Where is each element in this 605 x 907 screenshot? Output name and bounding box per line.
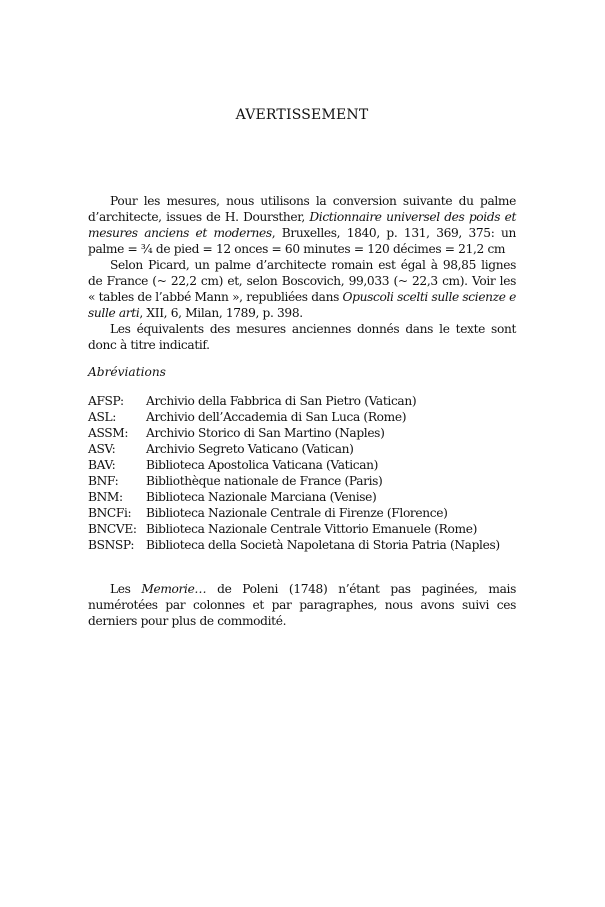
abbreviation-row [88, 505, 516, 521]
paragraph-text: , XII, 6, Milan, 1789, p. 398. [139, 306, 303, 320]
paragraph-text: , Bruxelles, 1840, p. 131, 369, 375: un palme = ¾ de pied = 12 onces = 60 minutes = 120 décimes = 21,2 cm [88, 226, 517, 256]
abbreviation-description: Biblioteca Nazionale Centrale di Firenze (Florence) [146, 506, 448, 520]
abbreviation-description: Biblioteca della Società Napoletana di Storia Patria (Naples) [146, 538, 500, 552]
abbreviation-row [88, 425, 516, 441]
abbreviation-description: Archivio Storico di San Martino (Naples) [146, 426, 385, 440]
paragraph-text: Selon Picard, un palme d’architecte romain est égal à 98,85 lignes de France (~ 22,2 cm) et, selon Boscovich, 99,033 (~ 22,3 cm). Voir les « tables de l’abbé Mann », republiées dans [88, 258, 516, 304]
book-title: Dictionnaire universel des poids et mesures anciens et modernes [88, 210, 516, 240]
abbreviation-row [88, 457, 516, 473]
book-title: Memorie… [141, 582, 207, 596]
paragraph-text: Les équivalents des mesures anciennes donnés dans le texte sont donc à titre indicatif. [88, 322, 516, 352]
abbreviation-code: ASSM: [88, 426, 129, 440]
pagination-note [88, 581, 516, 629]
abbreviation-description: Biblioteca Nazionale Marciana (Venise) [146, 490, 377, 504]
abbreviation-code: BSNSP: [88, 538, 135, 552]
abbreviation-code: BAV: [88, 458, 116, 472]
abbreviation-description: Biblioteca Apostolica Vaticana (Vatican) [146, 458, 379, 472]
abbreviation-description: Biblioteca Nazionale Centrale Vittorio Emanuele (Rome) [146, 522, 477, 536]
abbreviation-description: Archivio dell’Accademia di San Luca (Rome) [146, 410, 407, 424]
abbreviations-list [88, 393, 516, 553]
abbreviations-heading: Abréviations [88, 365, 166, 379]
abbreviation-row [88, 441, 516, 457]
abbreviation-description: Bibliothèque nationale de France (Paris) [146, 474, 383, 488]
abbreviation-code: BNM: [88, 490, 123, 504]
document-page [88, 0, 516, 907]
abbreviation-description: Archivio della Fabbrica di San Pietro (Vatican) [146, 394, 417, 408]
abbreviation-code: BNCVE: [88, 522, 137, 536]
abbreviation-code: ASL: [88, 410, 116, 424]
abbreviation-code: BNCFi: [88, 506, 132, 520]
abbreviation-row [88, 521, 516, 537]
paragraph-text: Les [110, 582, 142, 596]
abbreviation-code: ASV: [88, 442, 116, 456]
abbreviation-row [88, 489, 516, 505]
paragraph-picard [88, 257, 516, 321]
paragraph-memorie [88, 581, 516, 629]
paragraph-text: Pour les mesures, nous utilisons la conversion suivante du palme d’architecte, issues de H. Doursther, [88, 194, 516, 224]
paragraph-indicative [88, 321, 516, 353]
abbreviation-description: Archivio Segreto Vaticano (Vatican) [146, 442, 354, 456]
measures-section [88, 193, 516, 353]
abbreviation-row [88, 409, 516, 425]
abbreviation-row [88, 473, 516, 489]
abbreviation-row [88, 393, 516, 409]
abbreviation-code: BNF: [88, 474, 119, 488]
paragraph-conversion [88, 193, 516, 257]
book-title: Opuscoli scelti sulle scienze e sulle arti [88, 290, 517, 320]
paragraph-text: de Poleni (1748) n’étant pas paginées, mais numérotées par colonnes et par paragraphes, nous avons suivi ces derniers pour plus de commodité. [88, 582, 516, 628]
abbreviation-code: AFSP: [88, 394, 124, 408]
page-title: AVERTISSEMENT [235, 107, 369, 123]
abbreviation-row [88, 537, 516, 553]
